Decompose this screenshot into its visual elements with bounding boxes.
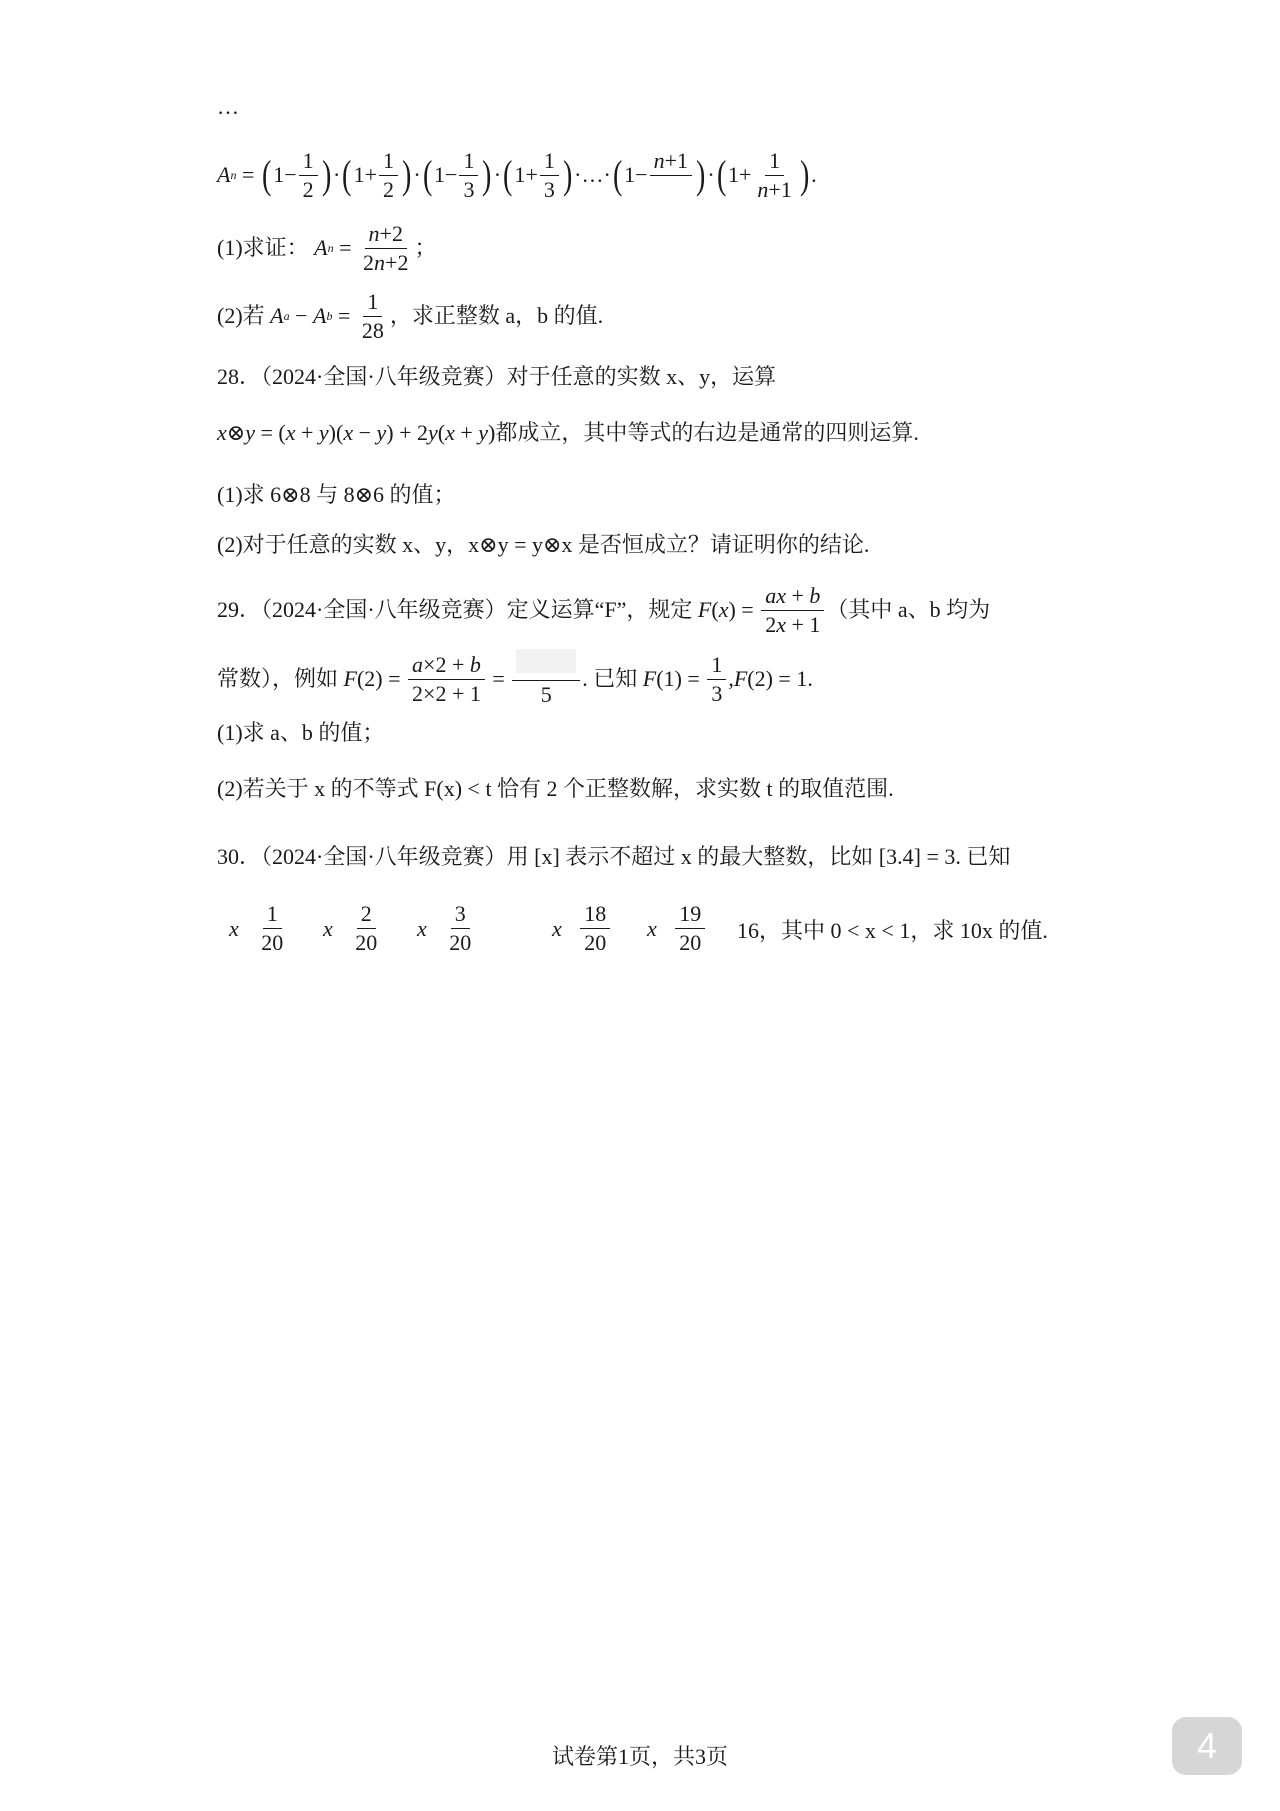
term-num: 19 xyxy=(675,900,705,929)
header-suffix: （其中 a、b 均为 xyxy=(826,597,991,622)
term-den: 20 xyxy=(261,930,284,955)
problem29-example: 常数），例如 F (2) = $\frac{a\times 2 + b}{2\times 2 + 1}$ = 5 . 已知 F (1) = $\frac{1}{3}$ , F (2) = 1. xyxy=(217,648,813,710)
problem28-header: 28．（2024·全国·八年级竞赛）对于任意的实数 x、y，运算 xyxy=(217,364,777,389)
problem29-part1: (1)求 a、b 的值； xyxy=(217,720,385,745)
part2-suffix: ，求正整数 a，b 的值. xyxy=(389,303,604,328)
header-prefix: 29．（2024·全国·八年级竞赛）定义运算“F”，规定 xyxy=(217,597,693,622)
problem27-part2: (2)若 A a − A b = $\frac{1}{28}$ ，求正整数 a，b 的值. xyxy=(217,288,604,343)
problem30-tail: 16，其中 0 < x < 1，求 10x 的值. xyxy=(737,918,1048,943)
known-prefix: . 已知 xyxy=(582,666,638,691)
problem27-an-expression xyxy=(217,140,817,210)
term-var: x xyxy=(323,915,333,941)
definition-suffix: 都成立，其中等式的右边是通常的四则运算. xyxy=(495,420,919,445)
example-prefix: 常数），例如 xyxy=(217,666,339,691)
problem28-part2: (2)对于任意的实数 x、y，x⊗y = y⊗x 是否恒成立？请证明你的结论. xyxy=(217,532,870,557)
term-den: 20 xyxy=(449,930,472,955)
an-expression-visual: A n = ( 1− $\frac{1}{2}$ ) · ( 1+ $\frac{1}{2}$ ) · ( 1− $\frac{1}{3}$ ) · ( 1+ $\frac{1}{3}$ ) ·…· ( 1− n+1 ) · ( 1+ $\frac{1}{n+1}$ ) . xyxy=(217,147,817,202)
page-number-badge[interactable]: 4 xyxy=(1172,1717,1242,1775)
term-den: 20 xyxy=(679,930,702,955)
problem27-part1: (1)求证： A n = $\frac{n+2}{2n+2}$ ； xyxy=(217,220,437,275)
floor-term xyxy=(552,900,612,957)
term-num: 2 xyxy=(357,900,376,929)
part2-prefix: (2)若 xyxy=(217,303,265,328)
page-footer: 试卷第1页，共3页 xyxy=(551,1744,728,1769)
term-num: 3 xyxy=(451,900,470,929)
part1-prefix: (1)求证： xyxy=(217,235,309,260)
term-den: 20 xyxy=(355,930,378,955)
term-var: x xyxy=(417,915,427,941)
part1-suffix: ； xyxy=(414,235,437,260)
problem28-definition: x⊗y = (x + y)(x − y) + 2y(x + y)都成立，其中等式的右边是通常的四则运算. xyxy=(217,420,919,445)
term-var: x xyxy=(552,915,562,941)
floor-term xyxy=(417,900,477,957)
floor-term xyxy=(323,900,383,957)
term-var: x xyxy=(229,915,239,941)
floor-term xyxy=(647,900,707,957)
term-var: x xyxy=(647,915,657,941)
term-den: 20 xyxy=(584,930,607,955)
problem29-header: 29．（2024·全国·八年级竞赛）定义运算“F”，规定 F ( x ) = $\frac{ax + b}{2x + 1}$ （其中 a、b 均为 xyxy=(217,582,991,637)
term-num: 1 xyxy=(263,900,282,929)
term-num: 18 xyxy=(580,900,610,929)
floor-term xyxy=(229,900,289,957)
problem30-header: 30．（2024·全国·八年级竞赛）用 [x] 表示不超过 x 的最大整数，比如 [3.4] = 3. 已知 xyxy=(217,844,1011,869)
problem29-part2: (2)若关于 x 的不等式 F(x) < t 恰有 2 个正整数解，求实数 t 的取值范围. xyxy=(217,776,894,801)
problem28-part1: (1)求 6⊗8 与 8⊗6 的值； xyxy=(217,482,456,507)
continuation-dots: … xyxy=(217,94,239,119)
